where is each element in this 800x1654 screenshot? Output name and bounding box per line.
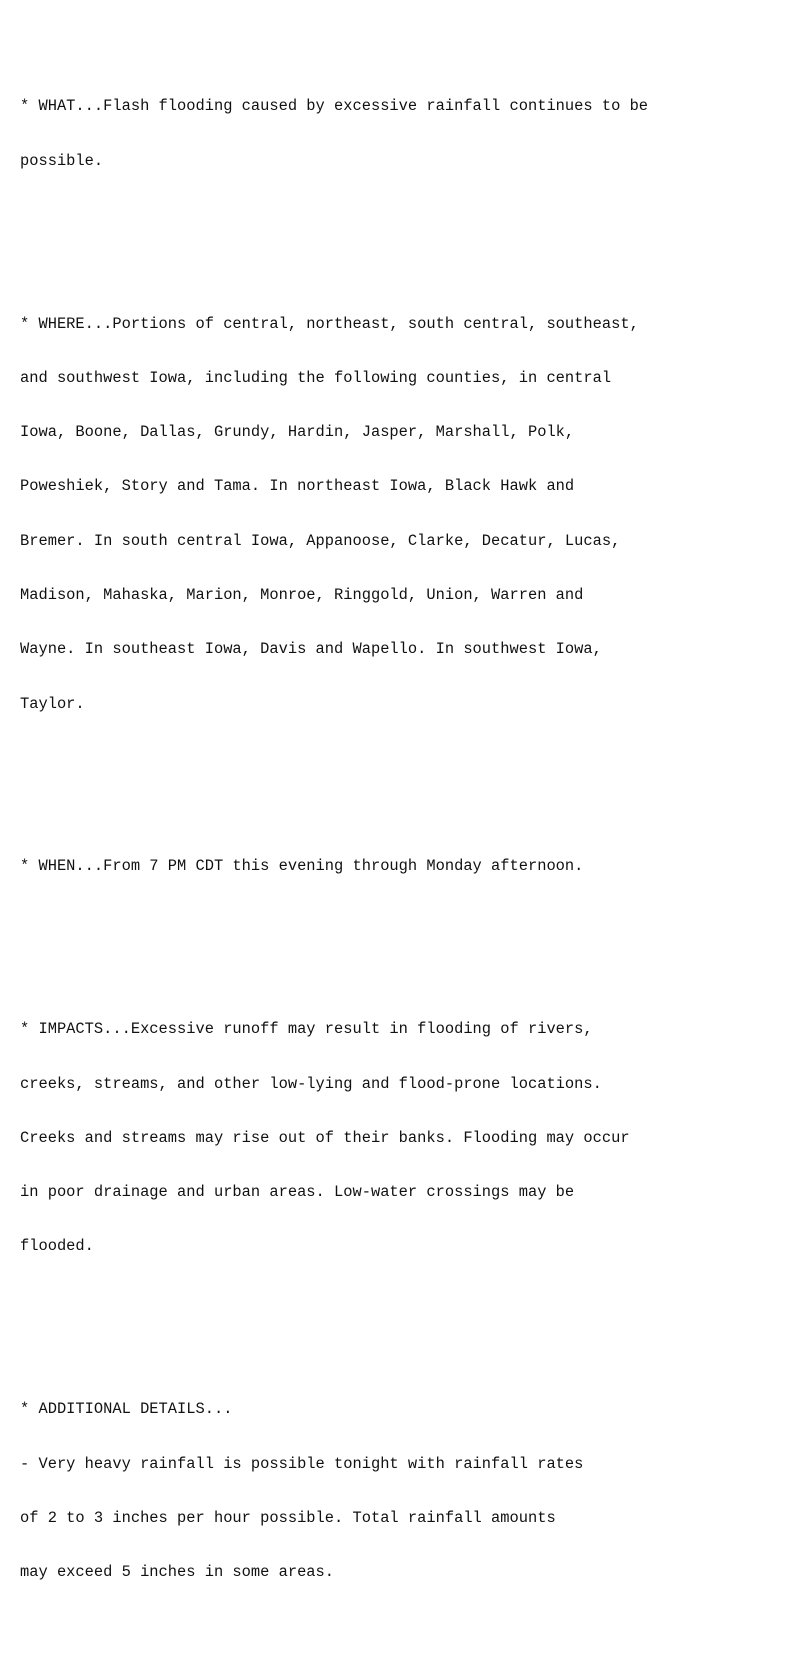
additional-details-line: may exceed 5 inches in some areas.	[20, 1563, 335, 1582]
where-line: and southwest Iowa, including the following counties, in central	[20, 368, 612, 387]
impacts-line: flooded.	[20, 1237, 94, 1256]
when-section	[20, 821, 648, 911]
what-section	[20, 61, 648, 206]
what-line: possible.	[20, 151, 104, 170]
additional-details-line: of 2 to 3 inches per hour possible. Total rainfall amounts	[20, 1508, 556, 1527]
where-line: Taylor.	[20, 694, 85, 713]
where-line: Madison, Mahaska, Marion, Monroe, Ringgold, Union, Warren and	[20, 586, 584, 604]
where-line: Wayne. In southeast Iowa, Davis and Wapello. In southwest Iowa,	[20, 640, 602, 659]
when-line: * WHEN...From 7 PM CDT this evening through Monday afternoon.	[20, 857, 584, 876]
what-line: * WHAT...Flash flooding caused by excessive rainfall continues to be	[20, 97, 649, 116]
impacts-line: creeks, streams, and other low-lying and flood-prone locations.	[20, 1074, 602, 1093]
impacts-line: Creeks and streams may rise out of their banks. Flooding may occur	[20, 1128, 630, 1147]
where-line: Iowa, Boone, Dallas, Grundy, Hardin, Jasper, Marshall, Polk,	[20, 423, 575, 442]
where-line: Poweshiek, Story and Tama. In northeast Iowa, Black Hawk and	[20, 477, 575, 496]
flood-watch-bulletin	[20, 7, 648, 1654]
where-section	[20, 278, 648, 748]
additional-details-line: * ADDITIONAL DETAILS...	[20, 1400, 233, 1419]
impacts-section	[20, 984, 648, 1292]
impacts-line: * IMPACTS...Excessive runoff may result in flooding of rivers,	[20, 1020, 593, 1039]
where-line: * WHERE...Portions of central, northeast, south central, southeast,	[20, 314, 639, 333]
impacts-line: in poor drainage and urban areas. Low-water crossings may be	[20, 1183, 575, 1202]
additional-details-line: - Very heavy rainfall is possible tonight with rainfall rates	[20, 1454, 584, 1473]
additional-details-section	[20, 1364, 648, 1617]
where-line: Bremer. In south central Iowa, Appanoose, Clarke, Decatur, Lucas,	[20, 531, 621, 550]
